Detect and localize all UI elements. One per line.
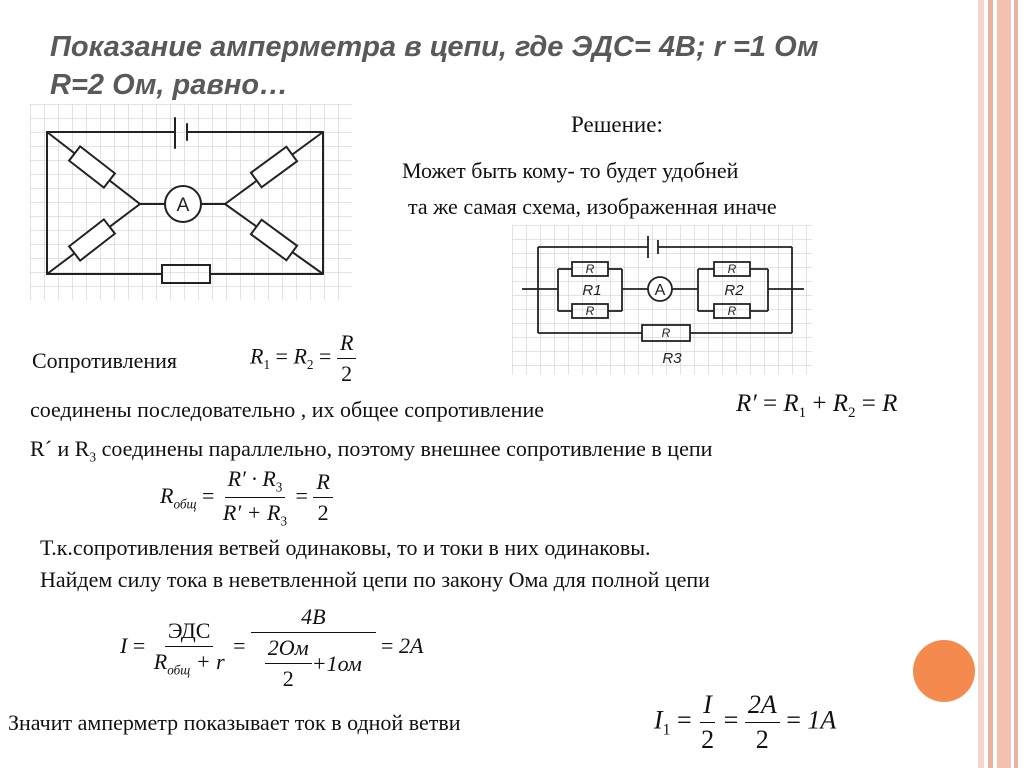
f1-eq2: = bbox=[319, 343, 332, 369]
f1-r2-sub: 2 bbox=[306, 356, 314, 372]
text-ohm-law: Найдем силу тока в неветвленной цепи по закону Ома для полной цепи bbox=[40, 567, 710, 592]
f1-r1-sub: 1 bbox=[263, 356, 271, 372]
f3-r: R bbox=[30, 436, 45, 461]
f3-r3: R bbox=[74, 436, 90, 461]
f5-den2 bbox=[262, 633, 365, 692]
f1-eq1: = bbox=[275, 343, 288, 369]
f4-den-text: R′ + R bbox=[222, 500, 281, 526]
slide-title bbox=[50, 28, 1020, 104]
text-series: соединены последовательно , их общее сопротивление bbox=[30, 397, 544, 422]
solution-heading: Решение: bbox=[571, 112, 663, 137]
f4-eq2: = bbox=[295, 482, 308, 508]
f1-fraction bbox=[337, 330, 356, 387]
f5-result: 2A bbox=[398, 633, 424, 659]
f4-den bbox=[220, 498, 290, 529]
f5-inner-fraction bbox=[265, 635, 312, 692]
f6-lhs: I bbox=[654, 705, 663, 735]
f4-num-sub: 3 bbox=[275, 479, 283, 495]
circuit-diagram-alternative bbox=[512, 225, 812, 375]
f3-r3-sub: 3 bbox=[89, 449, 97, 465]
f6-eq2: = bbox=[723, 705, 739, 735]
f4-num bbox=[225, 466, 286, 498]
resistor-label-1: R bbox=[585, 262, 595, 276]
decor-stripe-2 bbox=[988, 0, 993, 768]
decor-stripe-4 bbox=[1014, 0, 1018, 768]
resistor-label-2: R bbox=[585, 304, 595, 318]
circuit-svg-original bbox=[30, 104, 352, 300]
f5-num1: ЭДС bbox=[165, 618, 213, 647]
decor-stripe-3 bbox=[997, 0, 1011, 768]
f6-lhs-sub: 1 bbox=[662, 721, 671, 739]
resistor-label-4: R bbox=[727, 304, 737, 318]
circuit-svg-alternative bbox=[512, 225, 812, 375]
formula-r-prime bbox=[736, 390, 897, 422]
group-label-r1: R1 bbox=[582, 282, 602, 299]
f2-r1: R bbox=[783, 390, 799, 417]
f2-eq1: = bbox=[763, 390, 778, 417]
f4-lhs-sub: общ bbox=[173, 496, 197, 512]
group-label-r2: R2 bbox=[724, 282, 744, 299]
decor-orange-circle bbox=[913, 640, 975, 702]
f5-eq3: = bbox=[381, 633, 394, 659]
title-line-1: Показание амперметра в цепи, где ЭДС= 4В; r =1 Ом bbox=[50, 31, 819, 63]
f6-num1: I bbox=[700, 690, 715, 723]
f4-num2: R bbox=[313, 469, 332, 498]
f6-eq1: = bbox=[676, 705, 692, 735]
f5-lhs: I bbox=[120, 633, 128, 659]
f5-fraction-2 bbox=[251, 604, 375, 692]
f6-eq3: = bbox=[786, 705, 801, 735]
f5-fraction-1 bbox=[151, 618, 228, 678]
f5-den1-r: R bbox=[153, 648, 168, 674]
f6-result: 1A bbox=[807, 705, 837, 735]
text-conclusion: Значит амперметр показывает ток в одной ветви bbox=[8, 710, 461, 735]
f2-r2-sub: 2 bbox=[848, 405, 856, 421]
f2-plus: + bbox=[812, 390, 827, 417]
f5-num2: 4B bbox=[251, 604, 375, 633]
f5-inner-den: 2 bbox=[282, 666, 294, 691]
f1-den: 2 bbox=[341, 361, 353, 386]
f4-fraction-2 bbox=[313, 469, 332, 526]
f5-den1-plus: + r bbox=[190, 648, 225, 674]
f5-inner-num: 2Ом bbox=[265, 635, 312, 664]
f2-r1-sub: 1 bbox=[798, 405, 807, 421]
f5-den1 bbox=[151, 647, 228, 678]
f2-rprime: R′ bbox=[736, 390, 757, 417]
f4-fraction-1 bbox=[220, 466, 290, 530]
f5-den1-sub: общ bbox=[167, 662, 191, 678]
f1-r1: R bbox=[250, 343, 264, 369]
f6-den2: 2 bbox=[755, 725, 769, 754]
ammeter-label-1: A bbox=[176, 195, 190, 216]
f5-den2-plus: +1ом bbox=[311, 650, 362, 676]
formula-r-total bbox=[160, 466, 333, 530]
group-label-r3: R3 bbox=[662, 350, 682, 367]
alt-intro-line-1: Может быть кому- то будет удобней bbox=[402, 158, 739, 183]
f1-r2: R bbox=[293, 343, 307, 369]
resistor-label-3: R bbox=[727, 262, 737, 276]
f5-eq1: = bbox=[132, 633, 146, 659]
f3-and: и bbox=[52, 436, 75, 461]
resistor-label-5: R bbox=[661, 326, 671, 340]
f3-prime: ´ bbox=[44, 436, 53, 461]
f5-eq2: = bbox=[233, 633, 246, 659]
text-resistances: Сопротивления bbox=[32, 348, 178, 373]
text-equal-branches: Т.к.сопротивления ветвей одинаковы, то и токи в них одинаковы. bbox=[40, 535, 651, 560]
formula-branch-current bbox=[654, 690, 836, 755]
f6-fraction-2 bbox=[745, 690, 780, 755]
formula-current bbox=[120, 604, 423, 692]
f6-den1: 2 bbox=[701, 725, 715, 754]
title-line-2: R=2 Ом, равно… bbox=[50, 69, 289, 101]
f1-num: R bbox=[337, 330, 356, 359]
f2-eq2: = bbox=[861, 390, 876, 417]
f4-den2: 2 bbox=[317, 500, 329, 526]
f4-num-text: R′ · R bbox=[227, 466, 276, 491]
f2-r2: R bbox=[832, 390, 849, 417]
f4-den-sub: 3 bbox=[280, 513, 288, 529]
alt-intro-line-2: та же самая схема, изображенная иначе bbox=[408, 194, 777, 219]
circuit-diagram-original bbox=[30, 104, 352, 300]
formula-r1-r2 bbox=[250, 330, 356, 387]
f6-fraction-1 bbox=[698, 690, 717, 755]
f6-num2: 2A bbox=[745, 690, 780, 723]
f4-eq1: = bbox=[201, 482, 215, 508]
decor-stripe-1 bbox=[978, 0, 984, 768]
text-parallel: соединены параллельно, поэтому внешнее сопротивление в цепи bbox=[101, 436, 713, 461]
ammeter-label-2: A bbox=[654, 282, 666, 299]
f4-lhs: R bbox=[160, 482, 174, 508]
f2-result: R bbox=[882, 390, 898, 417]
text-parallel-line bbox=[30, 436, 712, 465]
